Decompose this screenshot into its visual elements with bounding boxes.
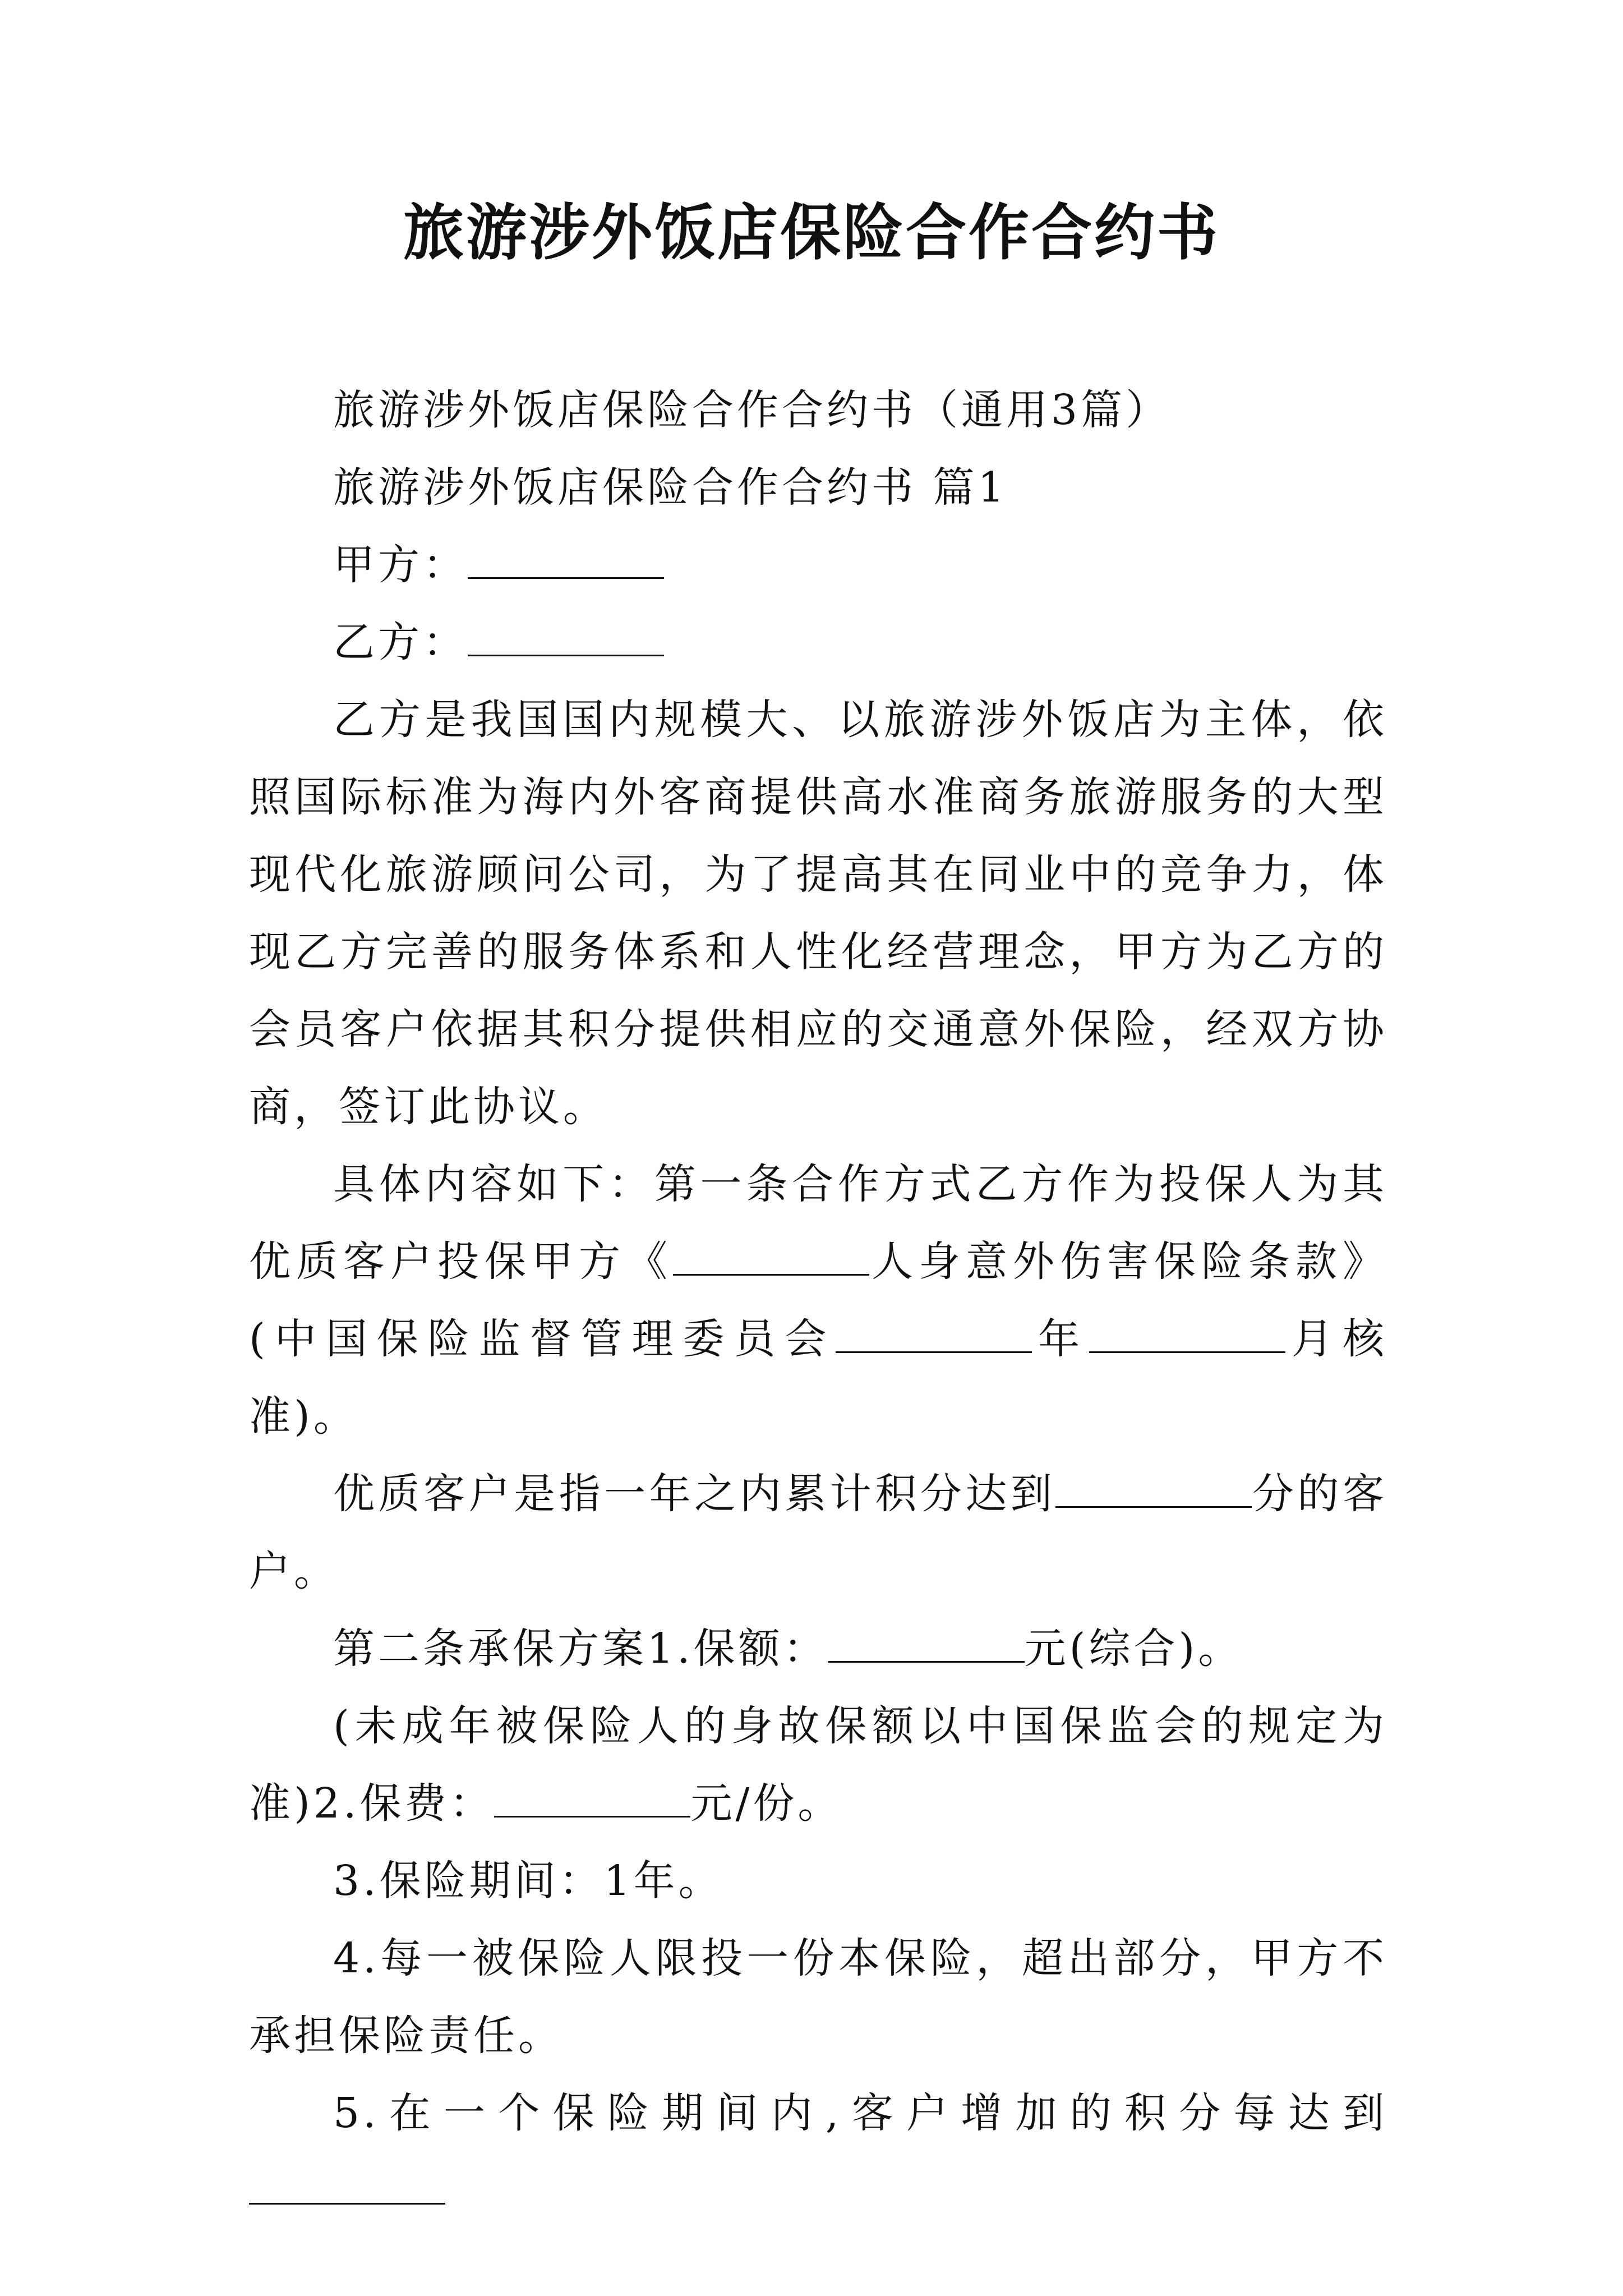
minor-note-text-1: (未成年被保险人的身故保额以中国保监会的规定为准)2.保费： xyxy=(249,1702,1387,1828)
insurance-name-blank xyxy=(673,1240,869,1276)
document-body xyxy=(249,371,1387,2229)
cooperation-text-3: 年 xyxy=(1032,1315,1090,1363)
intro-paragraph: 乙方是我国国内规模大、以旅游涉外饭店为主体，依照国际标准为海内外客商提供高水准商务旅游服务的大型现代化旅游顾问公司，为了提高其在同业中的竞争力，体现乙方完善的服务体系和人性化经营理念，甲方为乙方的会员客户依据其积分提供相应的交通意外保险，经双方协商，签订此协议。 xyxy=(249,696,1387,1131)
party-b-label: 乙方： xyxy=(333,618,468,666)
cooperation-text-2: 人身意外伤害保险条款》(中国保险监督管理委员会 xyxy=(249,1237,1387,1363)
item-4: 4.每一被保险人限投一份本保险，超出部分，甲方不承担保险责任。 xyxy=(249,1934,1387,2060)
document-title: 旅游涉外饭店保险合作合约书 xyxy=(403,197,1220,268)
cooperation-text-4: 月核准)。 xyxy=(249,1315,1387,1441)
coverage-text-1: 第二条承保方案1.保额： xyxy=(333,1625,828,1673)
coverage-clause xyxy=(249,1610,1387,1687)
minor-note-paragraph xyxy=(249,1687,1387,1842)
item-5-blank xyxy=(249,2169,445,2205)
item-3: 3.保险期间：1年。 xyxy=(333,1857,723,1905)
coverage-text-2: 元(综合)。 xyxy=(1024,1625,1243,1673)
cooperation-clause xyxy=(249,1145,1387,1455)
approval-year-blank xyxy=(836,1318,1032,1353)
premium-client-text-1: 优质客户是指一年之内累计积分达到 xyxy=(333,1470,1056,1518)
approval-month-blank xyxy=(1089,1318,1285,1353)
premium-client-paragraph xyxy=(249,1455,1387,1610)
party-b-blank xyxy=(468,621,664,656)
section-heading: 旅游涉外饭店保险合作合约书 篇1 xyxy=(333,463,1008,512)
party-a-line xyxy=(249,526,1387,604)
item-5 xyxy=(249,2074,1387,2229)
minor-note-text-2: 元/份。 xyxy=(690,1779,843,1828)
party-a-label: 甲方： xyxy=(333,541,468,589)
party-b-line xyxy=(249,604,1387,681)
coverage-amount-blank xyxy=(828,1627,1025,1663)
party-a-blank xyxy=(468,544,664,579)
points-blank xyxy=(1055,1473,1252,1508)
document-subtitle: 旅游涉外饭店保险合作合约书（通用3篇） xyxy=(333,386,1171,434)
premium-client-text-2: 分的客户。 xyxy=(249,1470,1388,1595)
cooperation-text-1: 具体内容如下：第一条合作方式乙方作为投保人为其优质客户投保甲方《 xyxy=(249,1160,1387,1286)
premium-fee-blank xyxy=(494,1782,690,1818)
item-5-text: 5.在一个保险期间内,客户增加的积分每达到 xyxy=(333,2089,1387,2137)
